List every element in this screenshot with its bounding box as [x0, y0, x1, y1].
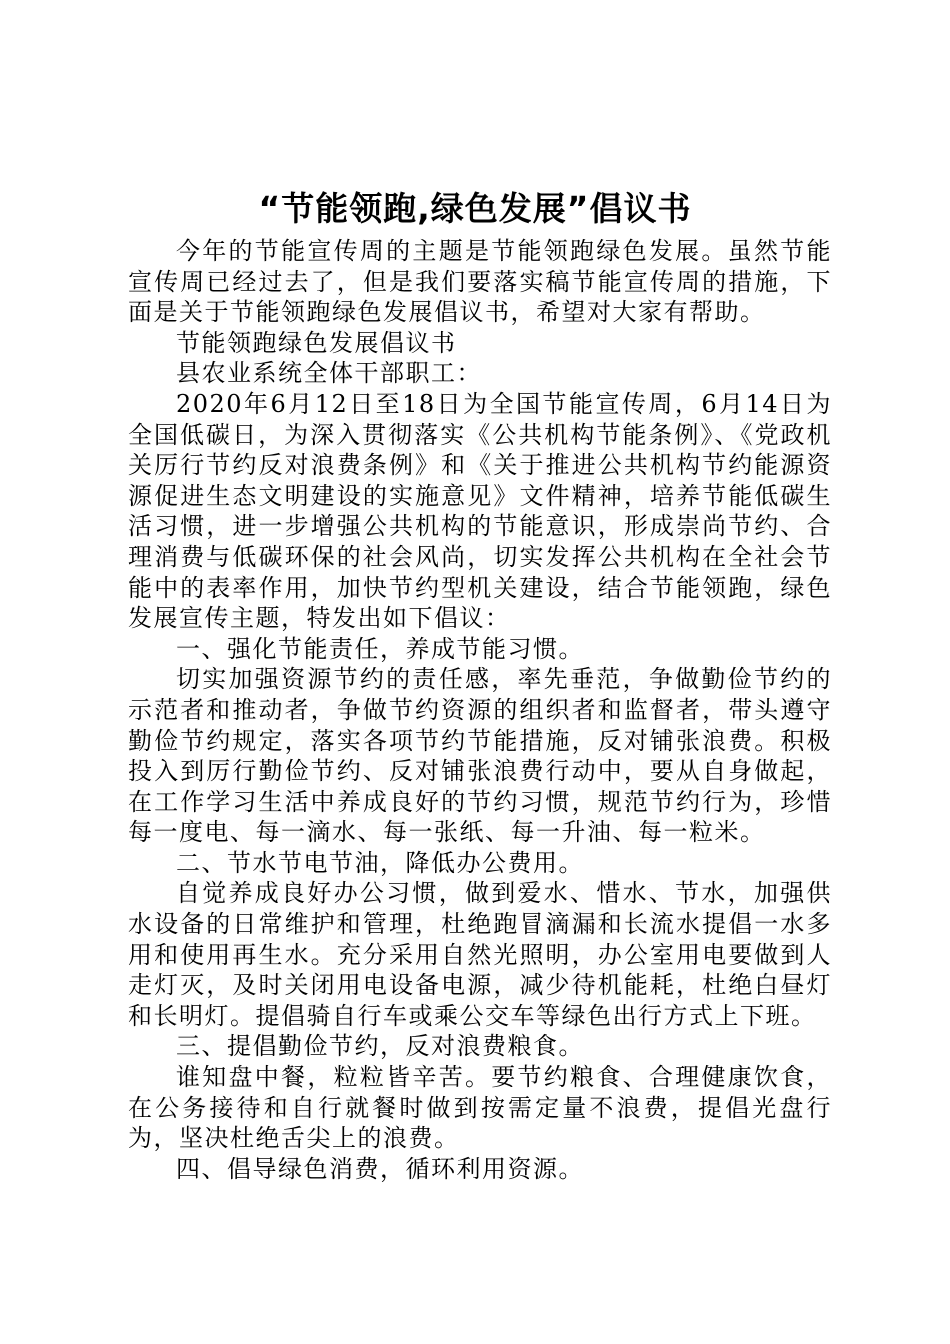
section-heading-1: 一、强化节能责任，养成节能习惯。 — [176, 634, 584, 663]
intro-paragraph: 今年的节能宣传周的主题是节能领跑绿色发展。虽然节能宣传周已经过去了，但是我们要落实稿节能宣传周的措施，下面是关于节能领跑绿色发展倡议书，希望对大家有帮助。 — [128, 237, 832, 327]
section-heading-3: 三、提倡勤俭节约，反对浪费粮食。 — [176, 1032, 584, 1061]
section-heading-4: 四、倡导绿色消费，循环利用资源。 — [176, 1154, 584, 1183]
document-body — [128, 236, 832, 1184]
salutation: 县农业系统全体干部职工： — [176, 359, 482, 388]
document-title: “节能领跑,绿色发展”倡议书 — [258, 189, 692, 228]
section-body-1: 切实加强资源节约的责任感，率先垂范，争做勤俭节约的示范者和推动者，争做节约资源的组织者和监督者，带头遵守勤俭节约规定，落实各项节约节能措施，反对铺张浪费。积极投入到厉行勤俭节约、反对铺张浪费行动中，要从自身做起，在工作学习生活中养成良好的节约习惯，规范节约行为，珍惜每一度电、每一滴水、每一张纸、每一升油、每一粒米。 — [128, 665, 832, 847]
background-paragraph: 2020年6月12日至18日为全国节能宣传周，6月14日为全国低碳日，为深入贯彻落实《公共机构节能条例》、《党政机关厉行节约反对浪费条例》和《关于推进公共机构节约能源资源促进生态文明建设的实施意见》文件精神，培养节能低碳生活习惯，进一步增强公共机构的节能意识，形成崇尚节约、合理消费与低碳环保的社会风尚，切实发挥公共机构在全社会节能中的表率作用，加快节约型机关建设，结合节能领跑，绿色发展宣传主题，特发出如下倡议： — [128, 389, 832, 633]
proposal-heading: 节能领跑绿色发展倡议书 — [176, 328, 457, 357]
section-body-3: 谁知盘中餐，粒粒皆辛苦。要节约粮食、合理健康饮食，在公务接待和自行就餐时做到按需定量不浪费，提倡光盘行为，坚决杜绝舌尖上的浪费。 — [128, 1063, 832, 1153]
section-body-2: 自觉养成良好办公习惯，做到爱水、惜水、节水，加强供水设备的日常维护和管理，杜绝跑冒滴漏和长流水提倡一水多用和使用再生水。充分采用自然光照明，办公室用电要做到人走灯灭，及时关闭用电设备电源，减少待机能耗，杜绝白昼灯和长明灯。提倡骑自行车或乘公交车等绿色出行方式上下班。 — [128, 879, 832, 1030]
section-heading-2: 二、节水节电节油，降低办公费用。 — [176, 848, 584, 877]
